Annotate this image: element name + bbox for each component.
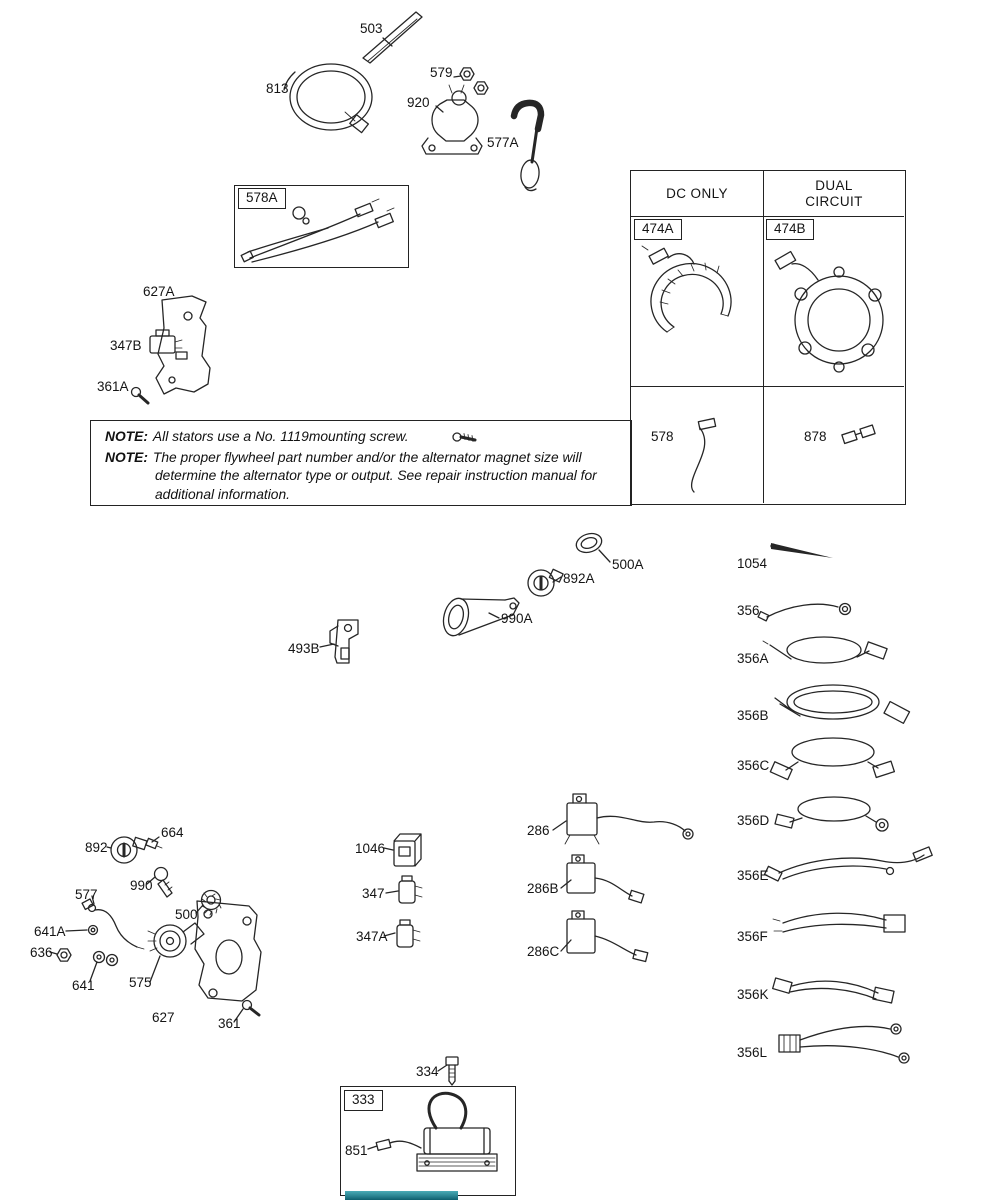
callout-box-333: 333 (344, 1090, 383, 1111)
part-474a-dc-stator-illustration (642, 246, 731, 332)
part-500a-seal-ring-illustration (574, 530, 604, 555)
callout-575: 575 (129, 975, 152, 990)
callout-636: 636 (30, 945, 53, 960)
callout-box-474a: 474A (634, 219, 682, 240)
callout-813: 813 (266, 81, 289, 96)
callout-356f: 356F (737, 929, 768, 944)
callout-box-578a: 578A (238, 188, 286, 209)
callout-503: 503 (360, 21, 383, 36)
callout-347a: 347A (356, 929, 388, 944)
callout-500a: 500A (612, 557, 644, 572)
part-1046-rectifier-illustration (394, 834, 421, 866)
note-2-label: NOTE: (105, 449, 148, 465)
callout-664: 664 (161, 825, 184, 840)
callout-892: 892 (85, 840, 108, 855)
callout-1054: 1054 (737, 556, 768, 571)
part-579-nuts-illustration (460, 68, 488, 94)
part-878-connector-illustration (842, 425, 875, 443)
part-356a-wire-illustration (763, 637, 887, 663)
part-356k-wire-illustration (773, 978, 894, 1003)
callout-356b: 356B (737, 708, 769, 723)
callout-356: 356 (737, 603, 760, 618)
note-1-text: All stators use a No. 1119mounting screw. (152, 429, 409, 444)
part-641a-ring-illustration (89, 926, 98, 935)
part-578-wire-illustration (692, 418, 716, 492)
callout-641a: 641A (34, 924, 66, 939)
part-474b-dual-circuit-stator-illustration (775, 252, 883, 372)
part-361-screw-illustration (243, 1001, 260, 1016)
part-636-nut-illustration (57, 949, 71, 961)
callout-920: 920 (407, 95, 430, 110)
part-1054-pin-illustration (771, 543, 833, 558)
part-990-key-illustration (155, 868, 173, 898)
callout-577a: 577A (487, 135, 519, 150)
part-892a-key-switch-illustration (528, 569, 563, 596)
dc-only-label: DC ONLY (666, 185, 728, 201)
callout-990: 990 (130, 878, 153, 893)
callout-286c: 286C (527, 944, 560, 959)
part-356l-harness-illustration (779, 1024, 909, 1063)
part-503-screw-illustration (363, 12, 422, 63)
callout-286b: 286B (527, 881, 559, 896)
dual-label-line1: DUAL (815, 177, 853, 193)
part-347-switch-illustration (399, 876, 422, 903)
part-286-solenoid-illustration (565, 794, 693, 844)
dual-label-line2: CIRCUIT (805, 193, 863, 209)
callout-361: 361 (218, 1016, 241, 1031)
callout-356e: 356E (737, 868, 769, 883)
part-356e-wire-illustration (765, 847, 933, 881)
callout-627a: 627A (143, 284, 175, 299)
part-664-terminal-illustration (146, 838, 162, 848)
cropped-ui-fragment (345, 1191, 458, 1200)
part-286b-solenoid-illustration (567, 855, 644, 903)
part-356d-wire-illustration (775, 797, 888, 831)
callout-851: 851 (345, 1143, 368, 1158)
note-mounting-screw-icon (453, 433, 475, 442)
callout-356d: 356D (737, 813, 770, 828)
callout-347: 347 (362, 886, 385, 901)
part-851-armature-coil-illustration (376, 1093, 497, 1171)
callout-334: 334 (416, 1064, 439, 1079)
part-627a-bracket-illustration (156, 296, 210, 394)
part-493b-bracket-illustration (330, 620, 358, 663)
callout-627: 627 (152, 1010, 175, 1025)
part-892-key-switch-illustration (111, 837, 147, 863)
callout-579: 579 (430, 65, 453, 80)
callout-990a: 990A (501, 611, 533, 626)
part-577-wire-illustration (82, 899, 144, 949)
callout-361a: 361A (97, 379, 129, 394)
callout-356k: 356K (737, 987, 769, 1002)
callout-493b: 493B (288, 641, 320, 656)
part-361a-screw-illustration (132, 388, 149, 404)
callout-500: 500 (175, 907, 198, 922)
callout-356l: 356L (737, 1045, 768, 1060)
callout-347b: 347B (110, 338, 142, 353)
part-347b-switch-illustration (150, 330, 182, 353)
part-334-screw-illustration (446, 1057, 458, 1085)
part-356f-wire-illustration (773, 913, 905, 932)
callout-878: 878 (804, 429, 827, 444)
callout-356a: 356A (737, 651, 769, 666)
callout-box-474b: 474B (766, 219, 814, 240)
callout-892a: 892A (563, 571, 595, 586)
note-1-label: NOTE: (105, 429, 148, 444)
part-286c-solenoid-illustration (567, 911, 648, 962)
callout-286: 286 (527, 823, 550, 838)
callout-1046: 1046 (355, 841, 386, 856)
callout-577: 577 (75, 887, 98, 902)
part-356-wire-illustration (758, 604, 850, 621)
part-356c-wire-illustration (770, 738, 894, 780)
part-627-bracket-plate-illustration (195, 901, 261, 1001)
part-920-armature-illustration (422, 85, 482, 154)
note-2-text: The proper flywheel part number and/or the alternator magnet size will determine the alternator type or output. See repair instruction manual for additional information. (152, 449, 597, 502)
callout-578: 578 (651, 429, 674, 444)
callout-641: 641 (72, 978, 95, 993)
part-356b-wire-illustration (775, 685, 910, 723)
part-347a-switch-illustration (397, 920, 420, 947)
callout-356c: 356C (737, 758, 770, 773)
part-813-clamp-ring-illustration (284, 64, 372, 133)
